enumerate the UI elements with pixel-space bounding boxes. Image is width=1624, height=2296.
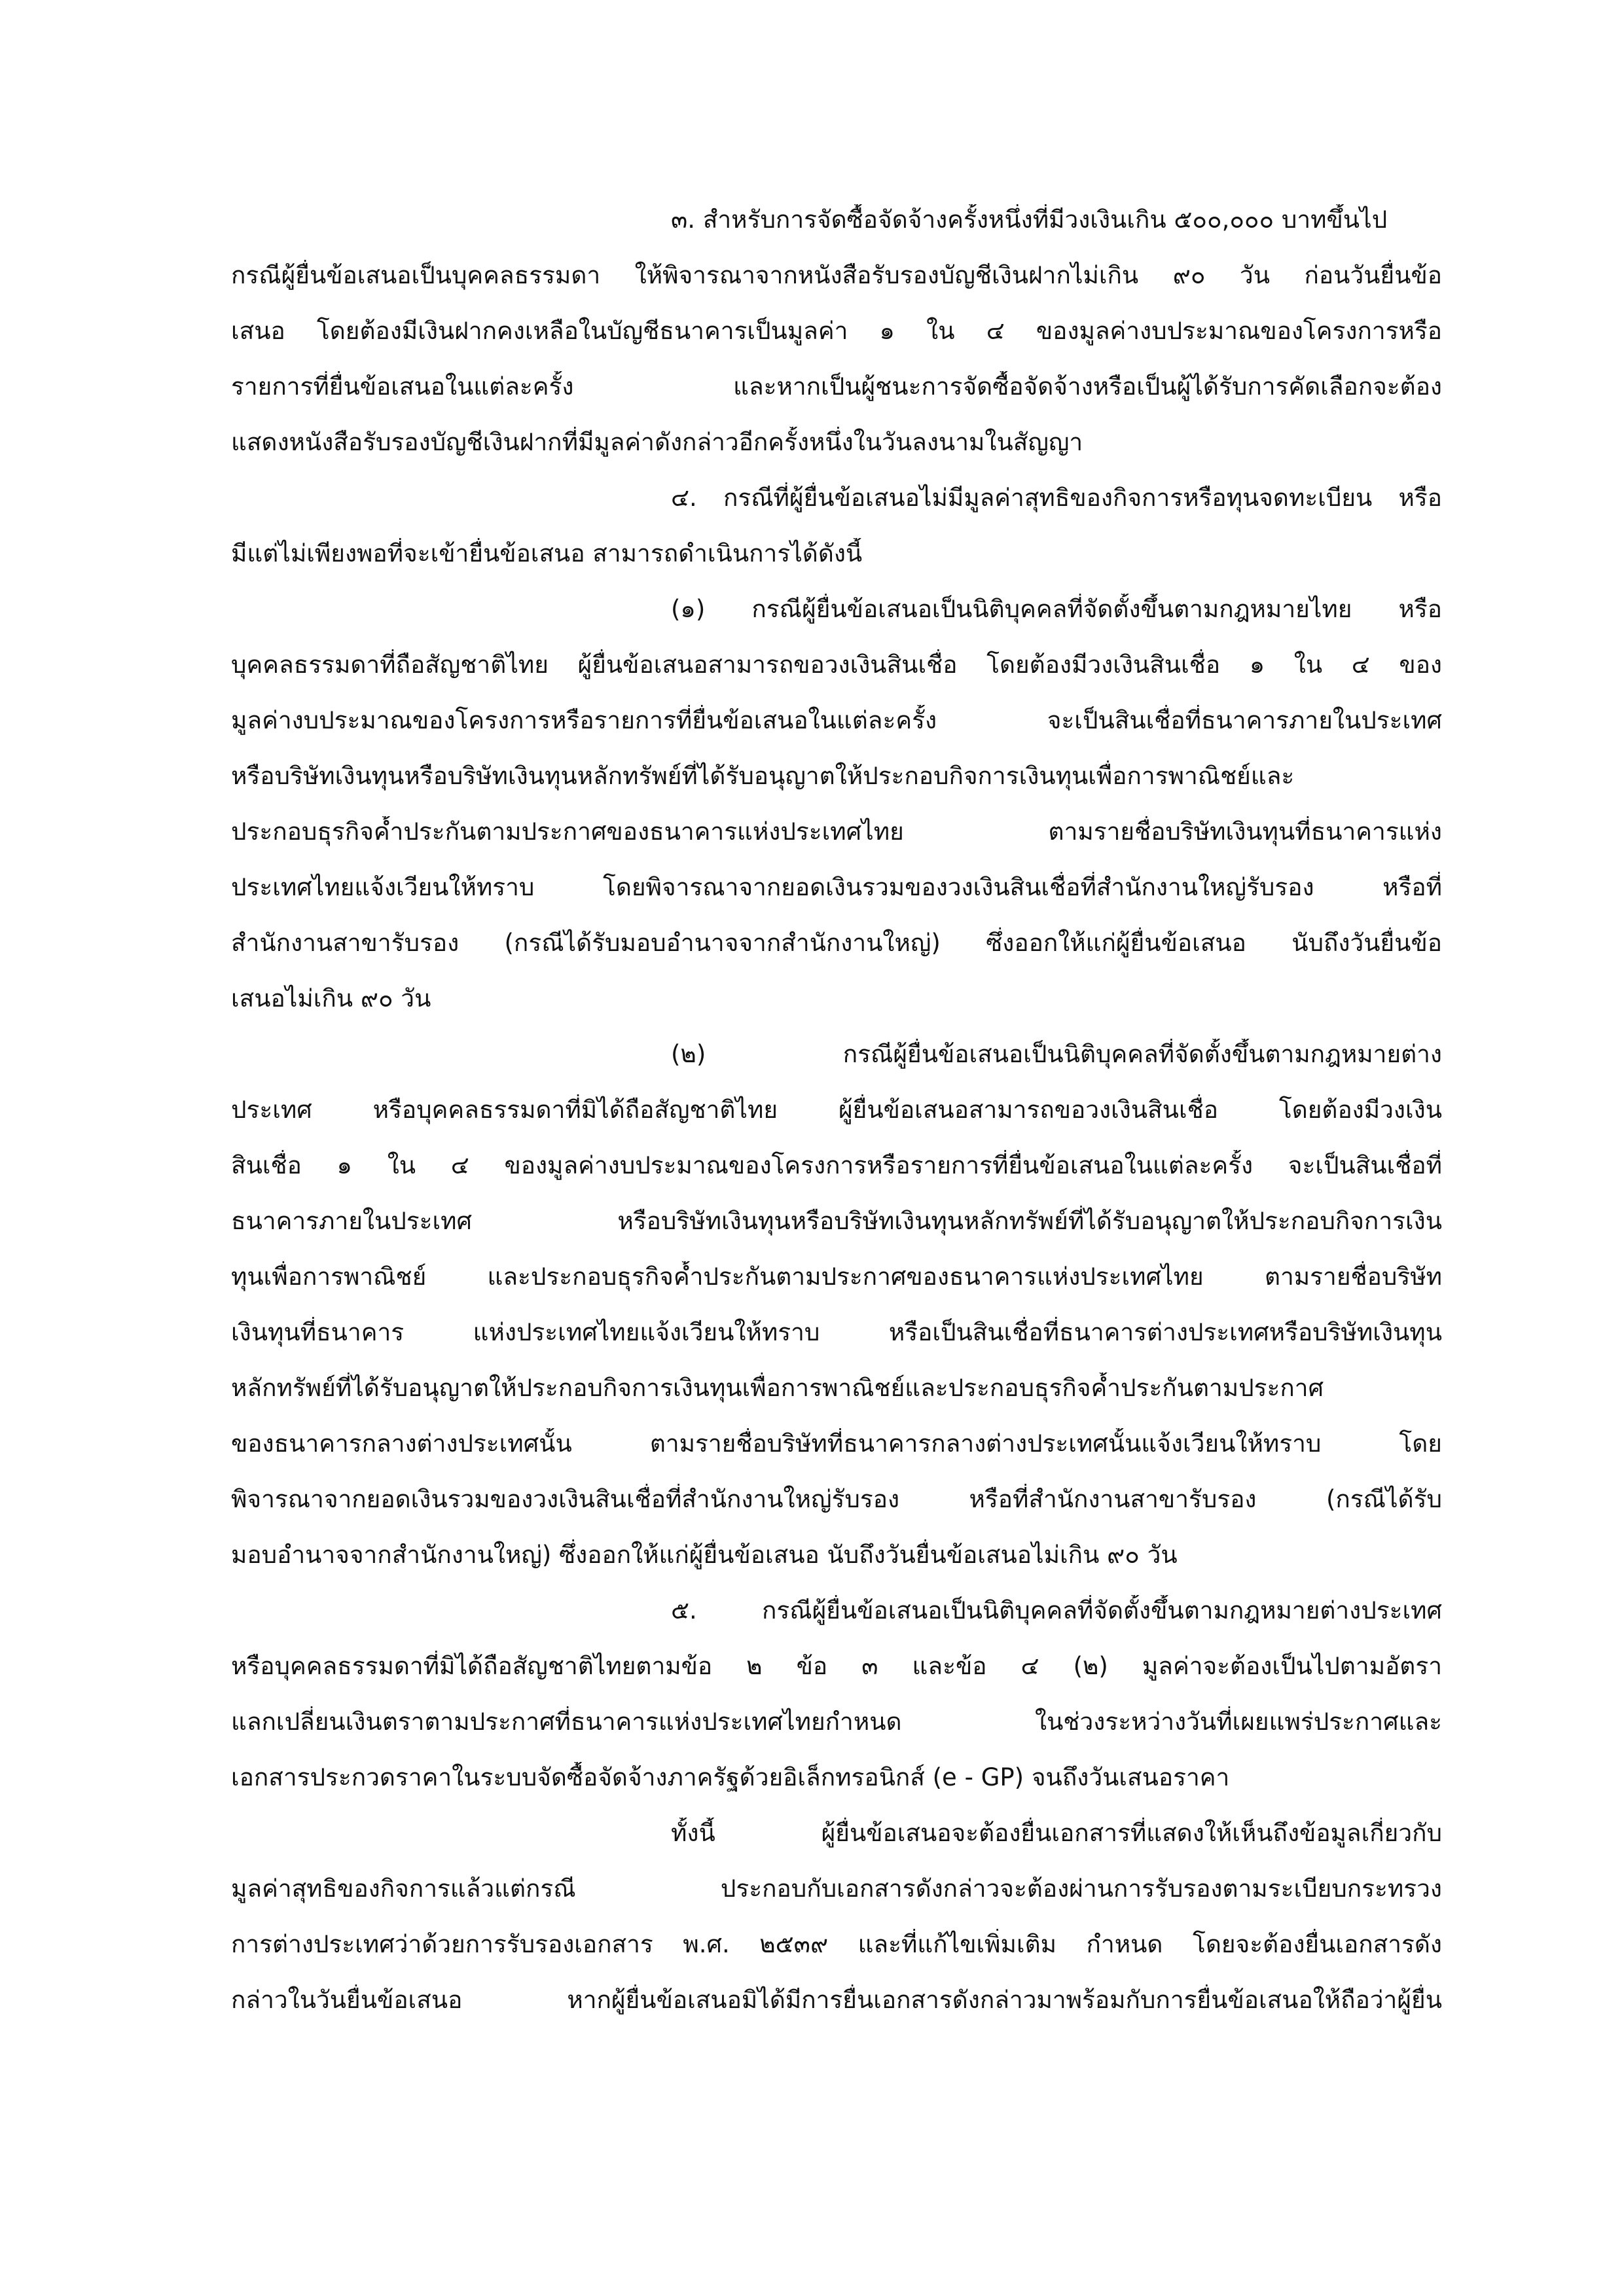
paragraph-line: หลักทรัพย์ที่ได้รับอนุญาตให้ประกอบกิจการเงินทุนเพื่อการพาณิชย์และประกอบธุรกิจค้ำประกันตามประกาศ xyxy=(231,1374,1324,1402)
note-paragraph-start: ทั้งนี้ ผู้ยื่นข้อเสนอจะต้องยื่นเอกสารที่แสดงให้เห็นถึงข้อมูลเกี่ยวกับ xyxy=(671,1819,1442,1847)
paragraph-line: เสนอ โดยต้องมีเงินฝากคงเหลือในบัญชีธนาคารเป็นมูลค่า ๑ ใน ๔ ของมูลค่างบประมาณของโครงการหรือ xyxy=(231,317,1442,345)
paragraph-line: แลกเปลี่ยนเงินตราตามประกาศที่ธนาคารแห่งประเทศไทยกำหนด ในช่วงระหว่างวันที่เผยแพร่ประกาศและ xyxy=(231,1708,1442,1736)
paragraph-line: มูลค่างบประมาณของโครงการหรือรายการที่ยื่นข้อเสนอในแต่ละครั้ง จะเป็นสินเชื่อที่ธนาคารภายในประเทศ xyxy=(231,706,1442,734)
paragraph-line: เงินทุนที่ธนาคาร แห่งประเทศไทยแจ้งเวียนให้ทราบ หรือเป็นสินเชื่อที่ธนาคารต่างประเทศหรือบริษัทเงินทุน xyxy=(231,1318,1442,1346)
paragraph-line: เสนอไม่เกิน ๙๐ วัน xyxy=(231,984,431,1013)
paragraph-line: กรณีผู้ยื่นข้อเสนอเป็นบุคคลธรรมดา ให้พิจารณาจากหนังสือรับรองบัญชีเงินฝากไม่เกิน ๙๐ วัน ก่อนวันยื่นข้อ xyxy=(231,261,1442,289)
subsection-4-2-heading: (๒) กรณีผู้ยื่นข้อเสนอเป็นนิติบุคคลที่จัดตั้งขึ้นตามกฎหมายต่าง xyxy=(671,1040,1442,1068)
paragraph-line: มูลค่าสุทธิของกิจการแล้วแต่กรณี ประกอบกับเอกสารดังกล่าวจะต้องผ่านการรับรองตามระเบียบกระทรวง xyxy=(231,1874,1442,1903)
paragraph-line: แสดงหนังสือรับรองบัญชีเงินฝากที่มีมูลค่าดังกล่าวอีกครั้งหนึ่งในวันลงนามในสัญญา xyxy=(231,428,1083,456)
paragraph-line: สำนักงานสาขารับรอง (กรณีได้รับมอบอำนาจจากสำนักงานใหญ่) ซึ่งออกให้แก่ผู้ยื่นข้อเสนอ นับถึงวันยื่นข้อ xyxy=(231,929,1442,957)
paragraph-line: หรือบุคคลธรรมดาที่มิได้ถือสัญชาติไทยตามข้อ ๒ ข้อ ๓ และข้อ ๔ (๒) มูลค่าจะต้องเป็นไปตามอัตรา xyxy=(231,1652,1442,1680)
paragraph-line: ประเทศไทยแจ้งเวียนให้ทราบ โดยพิจารณาจากยอดเงินรวมของวงเงินสินเชื่อที่สำนักงานใหญ่รับรอง หรือที่ xyxy=(231,873,1442,901)
paragraph-line: ประกอบธุรกิจค้ำประกันตามประกาศของธนาคารแห่งประเทศไทย ตามรายชื่อบริษัทเงินทุนที่ธนาคารแห่ง xyxy=(231,817,1442,846)
paragraph-line: สินเชื่อ ๑ ใน ๔ ของมูลค่างบประมาณของโครงการหรือรายการที่ยื่นข้อเสนอในแต่ละครั้ง จะเป็นสินเชื่อที่ xyxy=(231,1151,1442,1179)
paragraph-line: บุคคลธรรมดาที่ถือสัญชาติไทย ผู้ยื่นข้อเสนอสามารถขอวงเงินสินเชื่อ โดยต้องมีวงเงินสินเชื่อ ๑ ใน ๔ ของ xyxy=(231,651,1442,679)
paragraph-line: ธนาคารภายในประเทศ หรือบริษัทเงินทุนหรือบริษัทเงินทุนหลักทรัพย์ที่ได้รับอนุญาตให้ประกอบกิจการเงิน xyxy=(231,1207,1442,1235)
paragraph-line: พิจารณาจากยอดเงินรวมของวงเงินสินเชื่อที่สำนักงานใหญ่รับรอง หรือที่สำนักงานสาขารับรอง (กรณีได้รับ xyxy=(231,1485,1442,1513)
paragraph-line: กล่าวในวันยื่นข้อเสนอ หากผู้ยื่นข้อเสนอมิได้มีการยื่นเอกสารดังกล่าวมาพร้อมกับการยื่นข้อเสนอให้ถือว่าผู้ยื่น xyxy=(231,1986,1442,2014)
paragraph-line: มอบอำนาจจากสำนักงานใหญ่) ซึ่งออกให้แก่ผู้ยื่นข้อเสนอ นับถึงวันยื่นข้อเสนอไม่เกิน ๙๐ วัน xyxy=(231,1541,1178,1569)
section-3-heading: ๓. สำหรับการจัดซื้อจัดจ้างครั้งหนึ่งที่มีวงเงินเกิน ๕๐๐,๐๐๐ บาทขึ้นไป xyxy=(671,206,1388,234)
paragraph-line: ประเทศ หรือบุคคลธรรมดาที่มิได้ถือสัญชาติไทย ผู้ยื่นข้อเสนอสามารถขอวงเงินสินเชื่อ โดยต้องมีวงเงิน xyxy=(231,1096,1442,1124)
section-4-heading: ๔. กรณีที่ผู้ยื่นข้อเสนอไม่มีมูลค่าสุทธิของกิจการหรือทุนจดทะเบียน หรือ xyxy=(671,484,1442,512)
paragraph-line: การต่างประเทศว่าด้วยการรับรองเอกสาร พ.ศ. ๒๕๓๙ และที่แก้ไขเพิ่มเติม กำหนด โดยจะต้องยื่นเอกสารดัง xyxy=(231,1930,1442,1958)
paragraph-line: เอกสารประกวดราคาในระบบจัดซื้อจัดจ้างภาครัฐด้วยอิเล็กทรอนิกส์ (e - GP) จนถึงวันเสนอราคา xyxy=(231,1763,1230,1791)
paragraph-line: ทุนเพื่อการพาณิชย์ และประกอบธุรกิจค้ำประกันตามประกาศของธนาคารแห่งประเทศไทย ตามรายชื่อบริษัท xyxy=(231,1263,1442,1291)
subsection-4-1-heading: (๑) กรณีผู้ยื่นข้อเสนอเป็นนิติบุคคลที่จัดตั้งขึ้นตามกฎหมายไทย หรือ xyxy=(671,595,1442,623)
paragraph-line: หรือบริษัทเงินทุนหรือบริษัทเงินทุนหลักทรัพย์ที่ได้รับอนุญาตให้ประกอบกิจการเงินทุนเพื่อการพาณิชย์และ xyxy=(231,762,1295,790)
paragraph-line: รายการที่ยื่นข้อเสนอในแต่ละครั้ง และหากเป็นผู้ชนะการจัดซื้อจัดจ้างหรือเป็นผู้ได้รับการคัดเลือกจะต้อง xyxy=(231,372,1442,401)
paragraph-line: ของธนาคารกลางต่างประเทศนั้น ตามรายชื่อบริษัทที่ธนาคารกลางต่างประเทศนั้นแจ้งเวียนให้ทราบ โดย xyxy=(231,1429,1442,1458)
paragraph-line: มีแต่ไม่เพียงพอที่จะเข้ายื่นข้อเสนอ สามารถดำเนินการได้ดังนี้ xyxy=(231,539,863,567)
section-5-heading: ๕. กรณีผู้ยื่นข้อเสนอเป็นนิติบุคคลที่จัดตั้งขึ้นตามกฎหมายต่างประเทศ xyxy=(671,1596,1442,1624)
